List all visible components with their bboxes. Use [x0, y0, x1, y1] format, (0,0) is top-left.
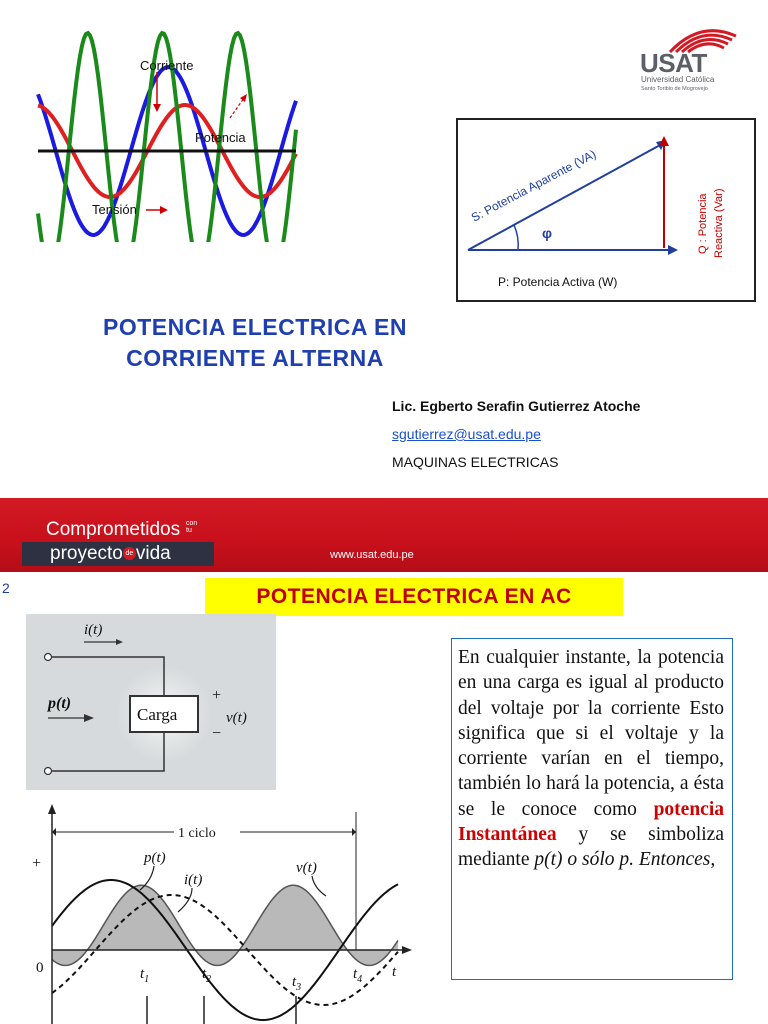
- highlight-term: potencia Instantánea: [458, 798, 724, 846]
- v-curve-label: v(t): [296, 860, 317, 876]
- logo-subtitle-small: Santo Toribio de Mogrovejo: [641, 86, 708, 92]
- plus-label: +: [212, 687, 222, 704]
- author-name: Lic. Egberto Serafin Gutierrez Atoche: [392, 398, 641, 414]
- power-label: p(t): [48, 695, 72, 712]
- power-triangle-figure: [456, 118, 756, 302]
- t-axis-label: t: [392, 964, 397, 980]
- p-curve-label: p(t): [144, 850, 166, 866]
- load-circuit-diagram: [26, 614, 276, 790]
- current-label: i(t): [84, 622, 103, 638]
- load-label: Carga: [137, 705, 178, 724]
- title-line-2: CORRIENTE ALTERNA: [126, 345, 384, 371]
- t1-label: $t_1$: [140, 966, 150, 985]
- t4-label: $t_4$: [353, 966, 363, 985]
- slogan-small-text: [186, 520, 206, 534]
- voltage-label: v(t): [226, 710, 247, 726]
- slide-1-title: [30, 312, 480, 374]
- slogan-de-badge: de: [123, 547, 136, 560]
- usat-logo: [640, 18, 752, 98]
- logo-subtitle: Universidad Católica: [641, 75, 715, 84]
- minus-label: −: [212, 725, 222, 742]
- course-name: MAQUINAS ELECTRICAS: [392, 454, 559, 470]
- wave-label-power: Potencia: [195, 130, 246, 145]
- paragraph-symbol: p(t) o sólo p. Entonces,: [534, 849, 716, 871]
- slogan-proyecto: proyecto: [50, 543, 123, 564]
- slide-number: 2: [2, 580, 10, 596]
- t2-label: $t_2$: [202, 966, 212, 985]
- author-email-link[interactable]: sgutierrez@usat.edu.pe: [392, 426, 541, 442]
- reactive-power-label-1: Q : Potencia: [697, 193, 709, 254]
- paragraph-text: En cualquier instante, la potencia en una carga es igual al producto del voltaje por la corriente Esto significa que si el voltaje y la corriente varían en el tiempo, también lo hará la potencia, a ésta se le conoce como: [458, 647, 724, 820]
- angle-phi-label: φ: [542, 225, 553, 241]
- i-curve-label: i(t): [184, 872, 203, 888]
- slogan-line-1: Comprometidos: [46, 519, 181, 540]
- slogan-line-2-box: [22, 542, 214, 566]
- website-link[interactable]: www.usat.edu.pe: [330, 549, 414, 561]
- instantaneous-power-plot: [26, 800, 416, 1024]
- slide-2-title: POTENCIA ELECTRICA EN AC: [256, 585, 572, 608]
- reactive-power-label-2: Reactiva (Var): [713, 188, 725, 258]
- plus-axis-label: +: [32, 855, 42, 872]
- wave-label-current: Corriente: [140, 58, 194, 73]
- slogan-small-con: con: [186, 520, 198, 527]
- title-line-1: POTENCIA ELECTRICA EN: [103, 314, 407, 340]
- wave-label-voltage: Tensión: [92, 202, 137, 217]
- slogan-vida: vida: [135, 543, 171, 564]
- slide-2-title-box: [205, 578, 623, 616]
- t3-label: $t_3$: [292, 974, 302, 993]
- cycle-label: 1 ciclo: [178, 826, 216, 841]
- explanation-paragraph: [458, 645, 724, 873]
- apparent-power-label: S: Potencia Aparente (VA): [468, 146, 599, 225]
- active-power-label: P: Potencia Activa (W): [498, 275, 618, 289]
- instantaneous-power-textbox: [451, 638, 733, 980]
- zero-label: 0: [36, 960, 44, 976]
- paragraph-text-2: y se simboliza mediante: [458, 824, 724, 871]
- ac-waveform-figure: [34, 28, 300, 242]
- slogan-small-tu: tu: [186, 527, 192, 534]
- slogan-line-2: [50, 543, 171, 565]
- logo-name: USAT: [640, 48, 707, 78]
